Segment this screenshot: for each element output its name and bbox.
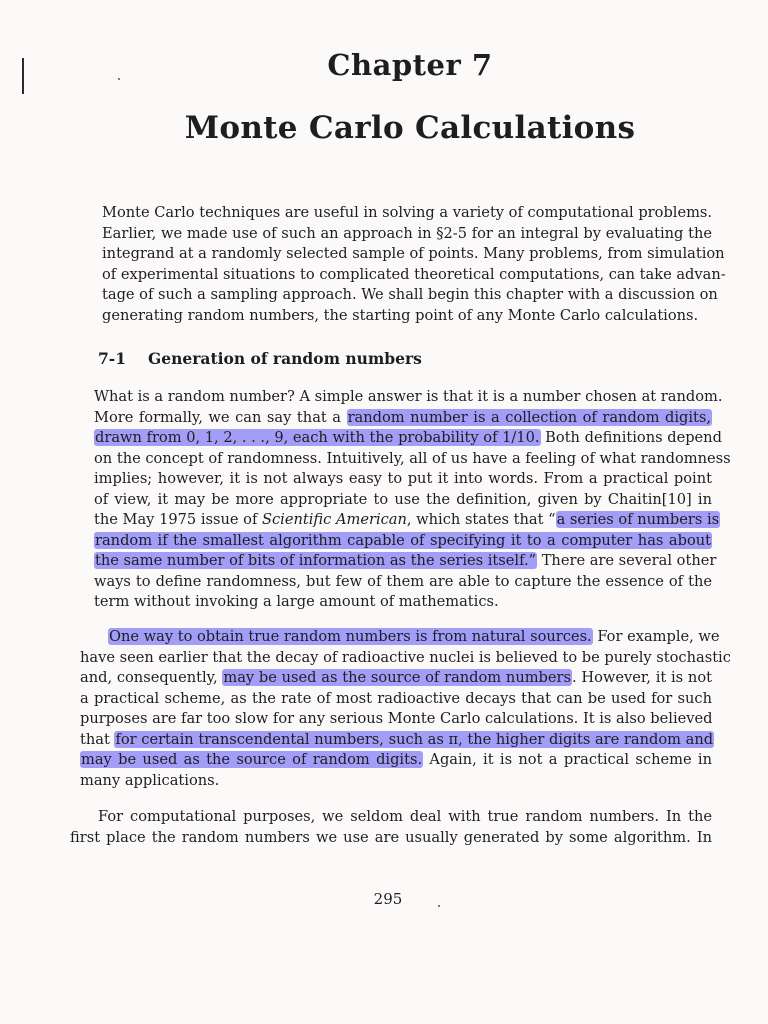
text-run: Again, it is not a practical scheme in — [423, 751, 712, 768]
chapter-title: Monte Carlo Calculations — [184, 110, 636, 146]
text-run: . However, it is not — [572, 669, 712, 686]
intro-line: tage of such a sampling approach. We shall begin this chapter with a discussion on — [102, 286, 718, 303]
highlighted-text: may be used as the source of random digits. — [81, 751, 423, 768]
paragraph-line: ways to define randomness, but few of them are able to capture the essence of the — [94, 572, 712, 590]
journal-name: Scientific American — [262, 511, 407, 528]
paragraph-line: purposes are far too slow for any serious Monte Carlo calculations. It is also believed — [80, 710, 713, 727]
intro-line: Earlier, we made use of such an approach in §2-5 for an integral by evaluating the — [102, 224, 712, 242]
paragraph-line — [80, 627, 720, 648]
highlighted-text: drawn from 0, 1, 2, . . ., 9, each with the probability of 1/10. — [95, 429, 540, 446]
intro-paragraph — [102, 203, 726, 326]
text-run: that — [80, 730, 115, 748]
paragraph-line — [70, 807, 712, 828]
text-run: Both definitions depend — [540, 429, 722, 446]
text-run: More formally, we can say that a — [94, 408, 347, 426]
paragraph-line — [80, 730, 712, 751]
paragraph-line — [80, 668, 712, 689]
intro-line: of experimental situations to complicated theoretical computations, can take advan- — [102, 265, 726, 283]
text-run: There are several other — [537, 552, 717, 569]
paragraph-line — [94, 551, 717, 572]
paragraph-line: term without invoking a large amount of mathematics. — [94, 593, 499, 610]
paragraph-line — [94, 408, 712, 429]
paragraph-line — [94, 531, 712, 552]
highlighted-text: One way to obtain true random numbers is from natural sources. — [109, 628, 592, 645]
text-run: , which states that “ — [406, 511, 556, 528]
paragraph-line — [94, 510, 720, 531]
paragraph-line — [80, 750, 712, 771]
paragraph-line — [94, 428, 722, 449]
paragraph-random-number-definition — [94, 387, 731, 613]
text-run: For computational purposes, we seldom deal with true random numbers. In the — [98, 808, 712, 825]
chapter-label: Chapter 7 — [327, 48, 493, 82]
highlighted-text: a series of numbers is — [556, 511, 720, 528]
paragraph-line: a practical scheme, as the rate of most radioactive decays that can be used for such — [80, 689, 712, 707]
highlighted-text: random if the smallest algorithm capable of specifying it to a computer has about — [95, 531, 711, 549]
section-number: 7-1 — [98, 349, 127, 368]
highlighted-text: random number is a collection of random digits, — [347, 408, 711, 426]
page-number: 295 — [373, 890, 403, 908]
text-run: the May 1975 issue of — [94, 511, 262, 528]
paragraph-line: on the concept of randomness. Intuitively, all of us have a feeling of what randomness — [94, 449, 731, 467]
text-run: and, consequently, — [80, 669, 223, 686]
paragraph-natural-sources — [80, 627, 731, 791]
paragraph-line: first place the random numbers we use are usually generated by some algorithm. In — [70, 828, 712, 846]
paragraph-line: many applications. — [80, 771, 220, 789]
intro-line: Monte Carlo techniques are useful in solving a variety of computational problems. — [102, 204, 713, 221]
highlighted-text: the same number of bits of information as the series itself.” — [95, 552, 537, 569]
text-run: For example, we — [592, 628, 720, 645]
paragraph-line: What is a random number? A simple answer is that it is a number chosen at random. — [94, 388, 723, 405]
intro-line: integrand at a randomly selected sample of points. Many problems, from simulation — [102, 245, 725, 262]
intro-line: generating random numbers, the starting point of any Monte Carlo calculations. — [102, 306, 699, 324]
highlighted-text: for certain transcendental numbers, such as π, the higher digits are random and — [115, 730, 714, 748]
paragraph-line: have seen earlier that the decay of radioactive nuclei is believed to be purely stochastic — [80, 648, 731, 666]
section-heading — [98, 349, 422, 368]
highlighted-text: may be used as the source of random numbers — [223, 669, 571, 686]
paragraph-computational-purposes — [70, 807, 712, 848]
paragraph-line: implies; however, it is not always easy to put it into words. From a practical point — [94, 470, 712, 487]
section-title: Generation of random numbers — [148, 349, 422, 368]
paragraph-line: of view, it may be more appropriate to use the definition, given by Chaitin[10] in — [94, 490, 712, 508]
